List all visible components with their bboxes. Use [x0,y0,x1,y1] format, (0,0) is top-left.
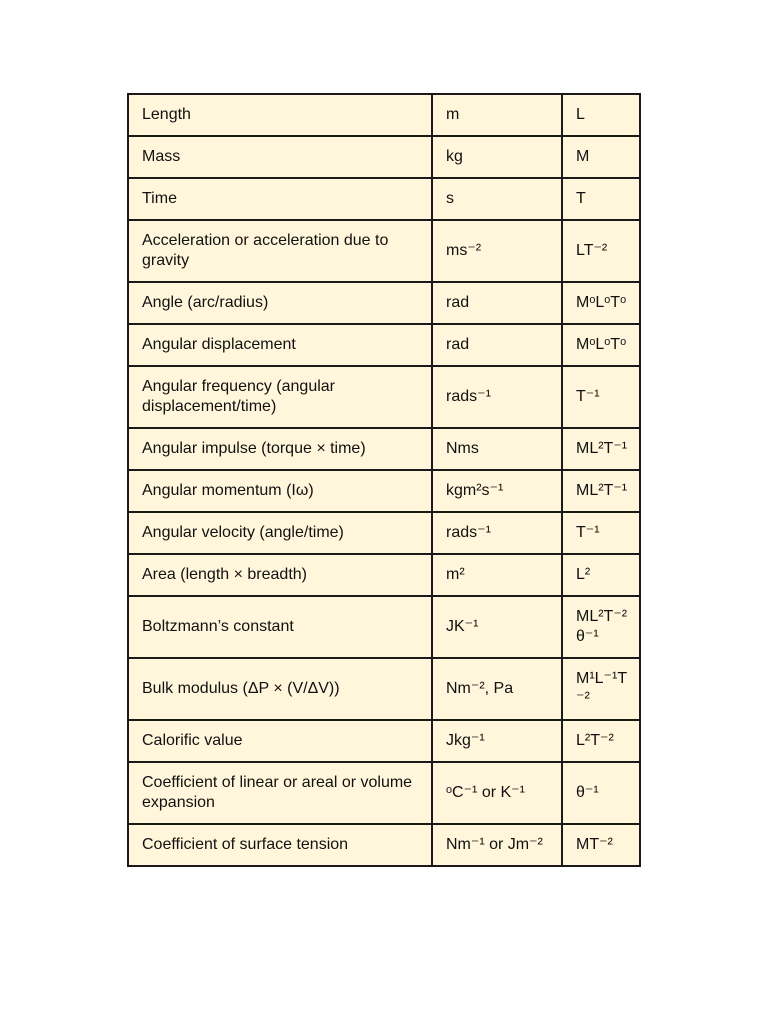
table-row [129,824,639,865]
table-row [129,428,639,470]
quantity-cell: Bulk modulus (ΔP × (V/ΔV)) [129,658,432,720]
unit-cell: kgm²s⁻¹ [432,470,562,512]
dimension-cell: L²T⁻² [562,720,639,762]
unit-cell: Nm⁻², Pa [432,658,562,720]
table-row [129,470,639,512]
dimension-cell: θ⁻¹ [562,762,639,824]
dimension-cell: M¹L⁻¹T⁻² [562,658,639,720]
dimension-cell: T⁻¹ [562,366,639,428]
dimension-cell: T [562,178,639,220]
unit-cell: Nms [432,428,562,470]
unit-cell: rad [432,282,562,324]
dimension-cell: ML²T⁻¹ [562,470,639,512]
quantity-cell: Angular momentum (Iω) [129,470,432,512]
unit-cell: ᵒC⁻¹ or K⁻¹ [432,762,562,824]
table-row [129,95,639,136]
unit-cell: m² [432,554,562,596]
quantity-cell: Angular frequency (angular displacement/time) [129,366,432,428]
quantity-cell: Angular impulse (torque × time) [129,428,432,470]
unit-cell: rad [432,324,562,366]
dimension-cell: L [562,95,639,136]
table-row [129,596,639,658]
table-row [129,554,639,596]
unit-cell: kg [432,136,562,178]
dimension-cell: T⁻¹ [562,512,639,554]
dimension-cell: L² [562,554,639,596]
table-row [129,762,639,824]
quantity-cell: Coefficient of linear or areal or volume expansion [129,762,432,824]
quantity-cell: Length [129,95,432,136]
quantity-cell: Calorific value [129,720,432,762]
quantity-cell: Angle (arc/radius) [129,282,432,324]
unit-cell: JK⁻¹ [432,596,562,658]
dimension-cell: ML²T⁻¹ [562,428,639,470]
quantity-cell: Coefficient of surface tension [129,824,432,865]
dimension-cell: MᵒLᵒTᵒ [562,282,639,324]
unit-cell: rads⁻¹ [432,512,562,554]
table-row [129,220,639,282]
dimension-cell: ML²T⁻²θ⁻¹ [562,596,639,658]
table-row [129,366,639,428]
unit-cell: Nm⁻¹ or Jm⁻² [432,824,562,865]
quantity-cell: Area (length × breadth) [129,554,432,596]
table-body [129,95,639,865]
table-row [129,178,639,220]
dimension-cell: MᵒLᵒTᵒ [562,324,639,366]
table-row [129,324,639,366]
table-row [129,282,639,324]
quantity-cell: Mass [129,136,432,178]
units-dimensions-table [129,95,639,865]
dimension-cell: MT⁻² [562,824,639,865]
table-row [129,136,639,178]
table-row [129,720,639,762]
quantity-cell: Angular displacement [129,324,432,366]
quantity-cell: Time [129,178,432,220]
units-table-container [127,93,641,867]
unit-cell: ms⁻² [432,220,562,282]
quantity-cell: Acceleration or acceleration due to gravity [129,220,432,282]
unit-cell: m [432,95,562,136]
unit-cell: s [432,178,562,220]
quantity-cell: Angular velocity (angle/time) [129,512,432,554]
unit-cell: Jkg⁻¹ [432,720,562,762]
dimension-cell: LT⁻² [562,220,639,282]
table-row [129,512,639,554]
quantity-cell: Boltzmann’s constant [129,596,432,658]
unit-cell: rads⁻¹ [432,366,562,428]
table-row [129,658,639,720]
dimension-cell: M [562,136,639,178]
